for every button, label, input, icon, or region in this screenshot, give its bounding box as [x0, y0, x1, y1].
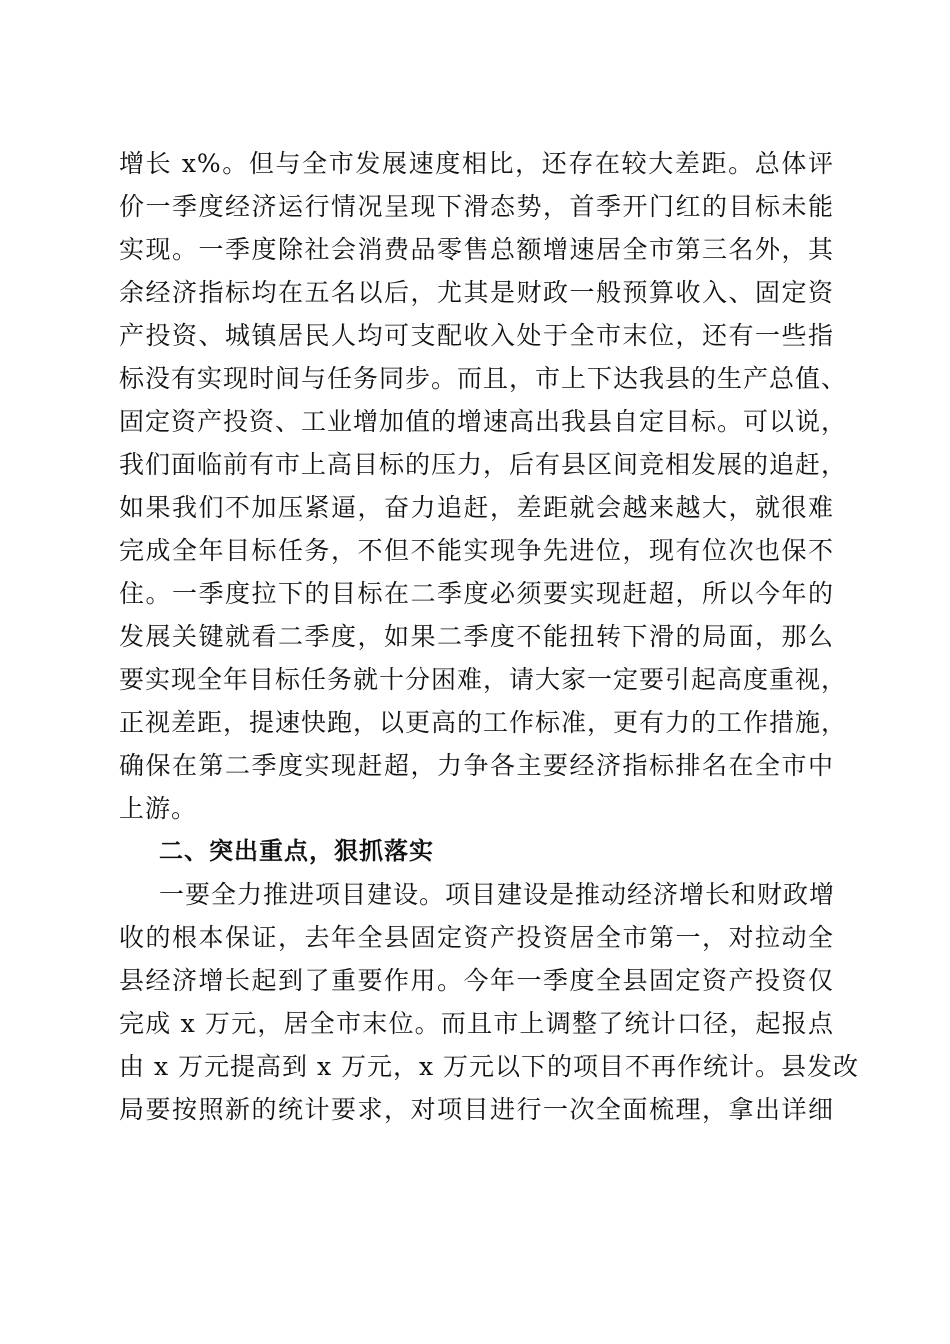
text-line: 县经济增长起到了重要作用。今年一季度全县固定资产投资仅: [119, 966, 834, 995]
text-line: 要实现全年目标任务就十分困难，请大家一定要引起高度重视，: [119, 665, 848, 694]
text-line: 完成全年目标任务，不但不能实现争先进位，现有位次也保不: [119, 536, 834, 565]
text-line: 由 x 万元提高到 x 万元，x 万元以下的项目不再作统计。县发改: [119, 1052, 860, 1081]
text-line: 如果我们不加压紧逼，奋力追赶，差距就会越来越大，就很难: [119, 493, 834, 522]
section-paragraph-2: [119, 873, 860, 1131]
text-line: 我们面临前有市上高目标的压力，后有县区间竞相发展的追赶，: [119, 450, 848, 479]
section-heading: 二、突出重点，狠抓落实: [159, 837, 434, 865]
text-line: 住。一季度拉下的目标在二季度必须要实现赶超，所以今年的: [119, 579, 834, 608]
text-line: 一要全力推进项目建设。项目建设是推动经济增长和财政增: [159, 880, 836, 909]
section-paragraph-1: [119, 142, 848, 830]
document-body: [119, 142, 860, 1131]
text-line: 产投资、城镇居民人均可支配收入处于全市末位，还有一些指: [119, 321, 834, 350]
text-line: 固定资产投资、工业增加值的增速高出我县自定目标。可以说，: [119, 407, 848, 436]
text-line: 完成 x 万元，居全市末位。而且市上调整了统计口径，起报点: [119, 1009, 834, 1038]
text-line: 收的根本保证，去年全县固定资产投资居全市第一，对拉动全: [119, 923, 834, 952]
text-line: 确保在第二季度实现赶超，力争各主要经济指标排名在全市中: [119, 751, 834, 780]
text-line: 价一季度经济运行情况呈现下滑态势，首季开门红的目标未能: [119, 192, 834, 221]
text-line: 上游。: [119, 794, 198, 823]
text-line: 发展关键就看二季度，如果二季度不能扭转下滑的局面，那么: [119, 622, 834, 651]
text-line: 标没有实现时间与任务同步。而且，市上下达我县的生产总值、: [119, 364, 848, 393]
text-line: 实现。一季度除社会消费品零售总额增速居全市第三名外，其: [119, 235, 834, 264]
text-line: 增长 x%。但与全市发展速度相比，还存在较大差距。总体评: [119, 149, 834, 178]
text-line: 正视差距，提速快跑，以更高的工作标准，更有力的工作措施，: [119, 708, 848, 737]
text-line: 局要按照新的统计要求，对项目进行一次全面梳理，拿出详细: [119, 1095, 834, 1124]
text-line: 余经济指标均在五名以后，尤其是财政一般预算收入、固定资: [119, 278, 834, 307]
